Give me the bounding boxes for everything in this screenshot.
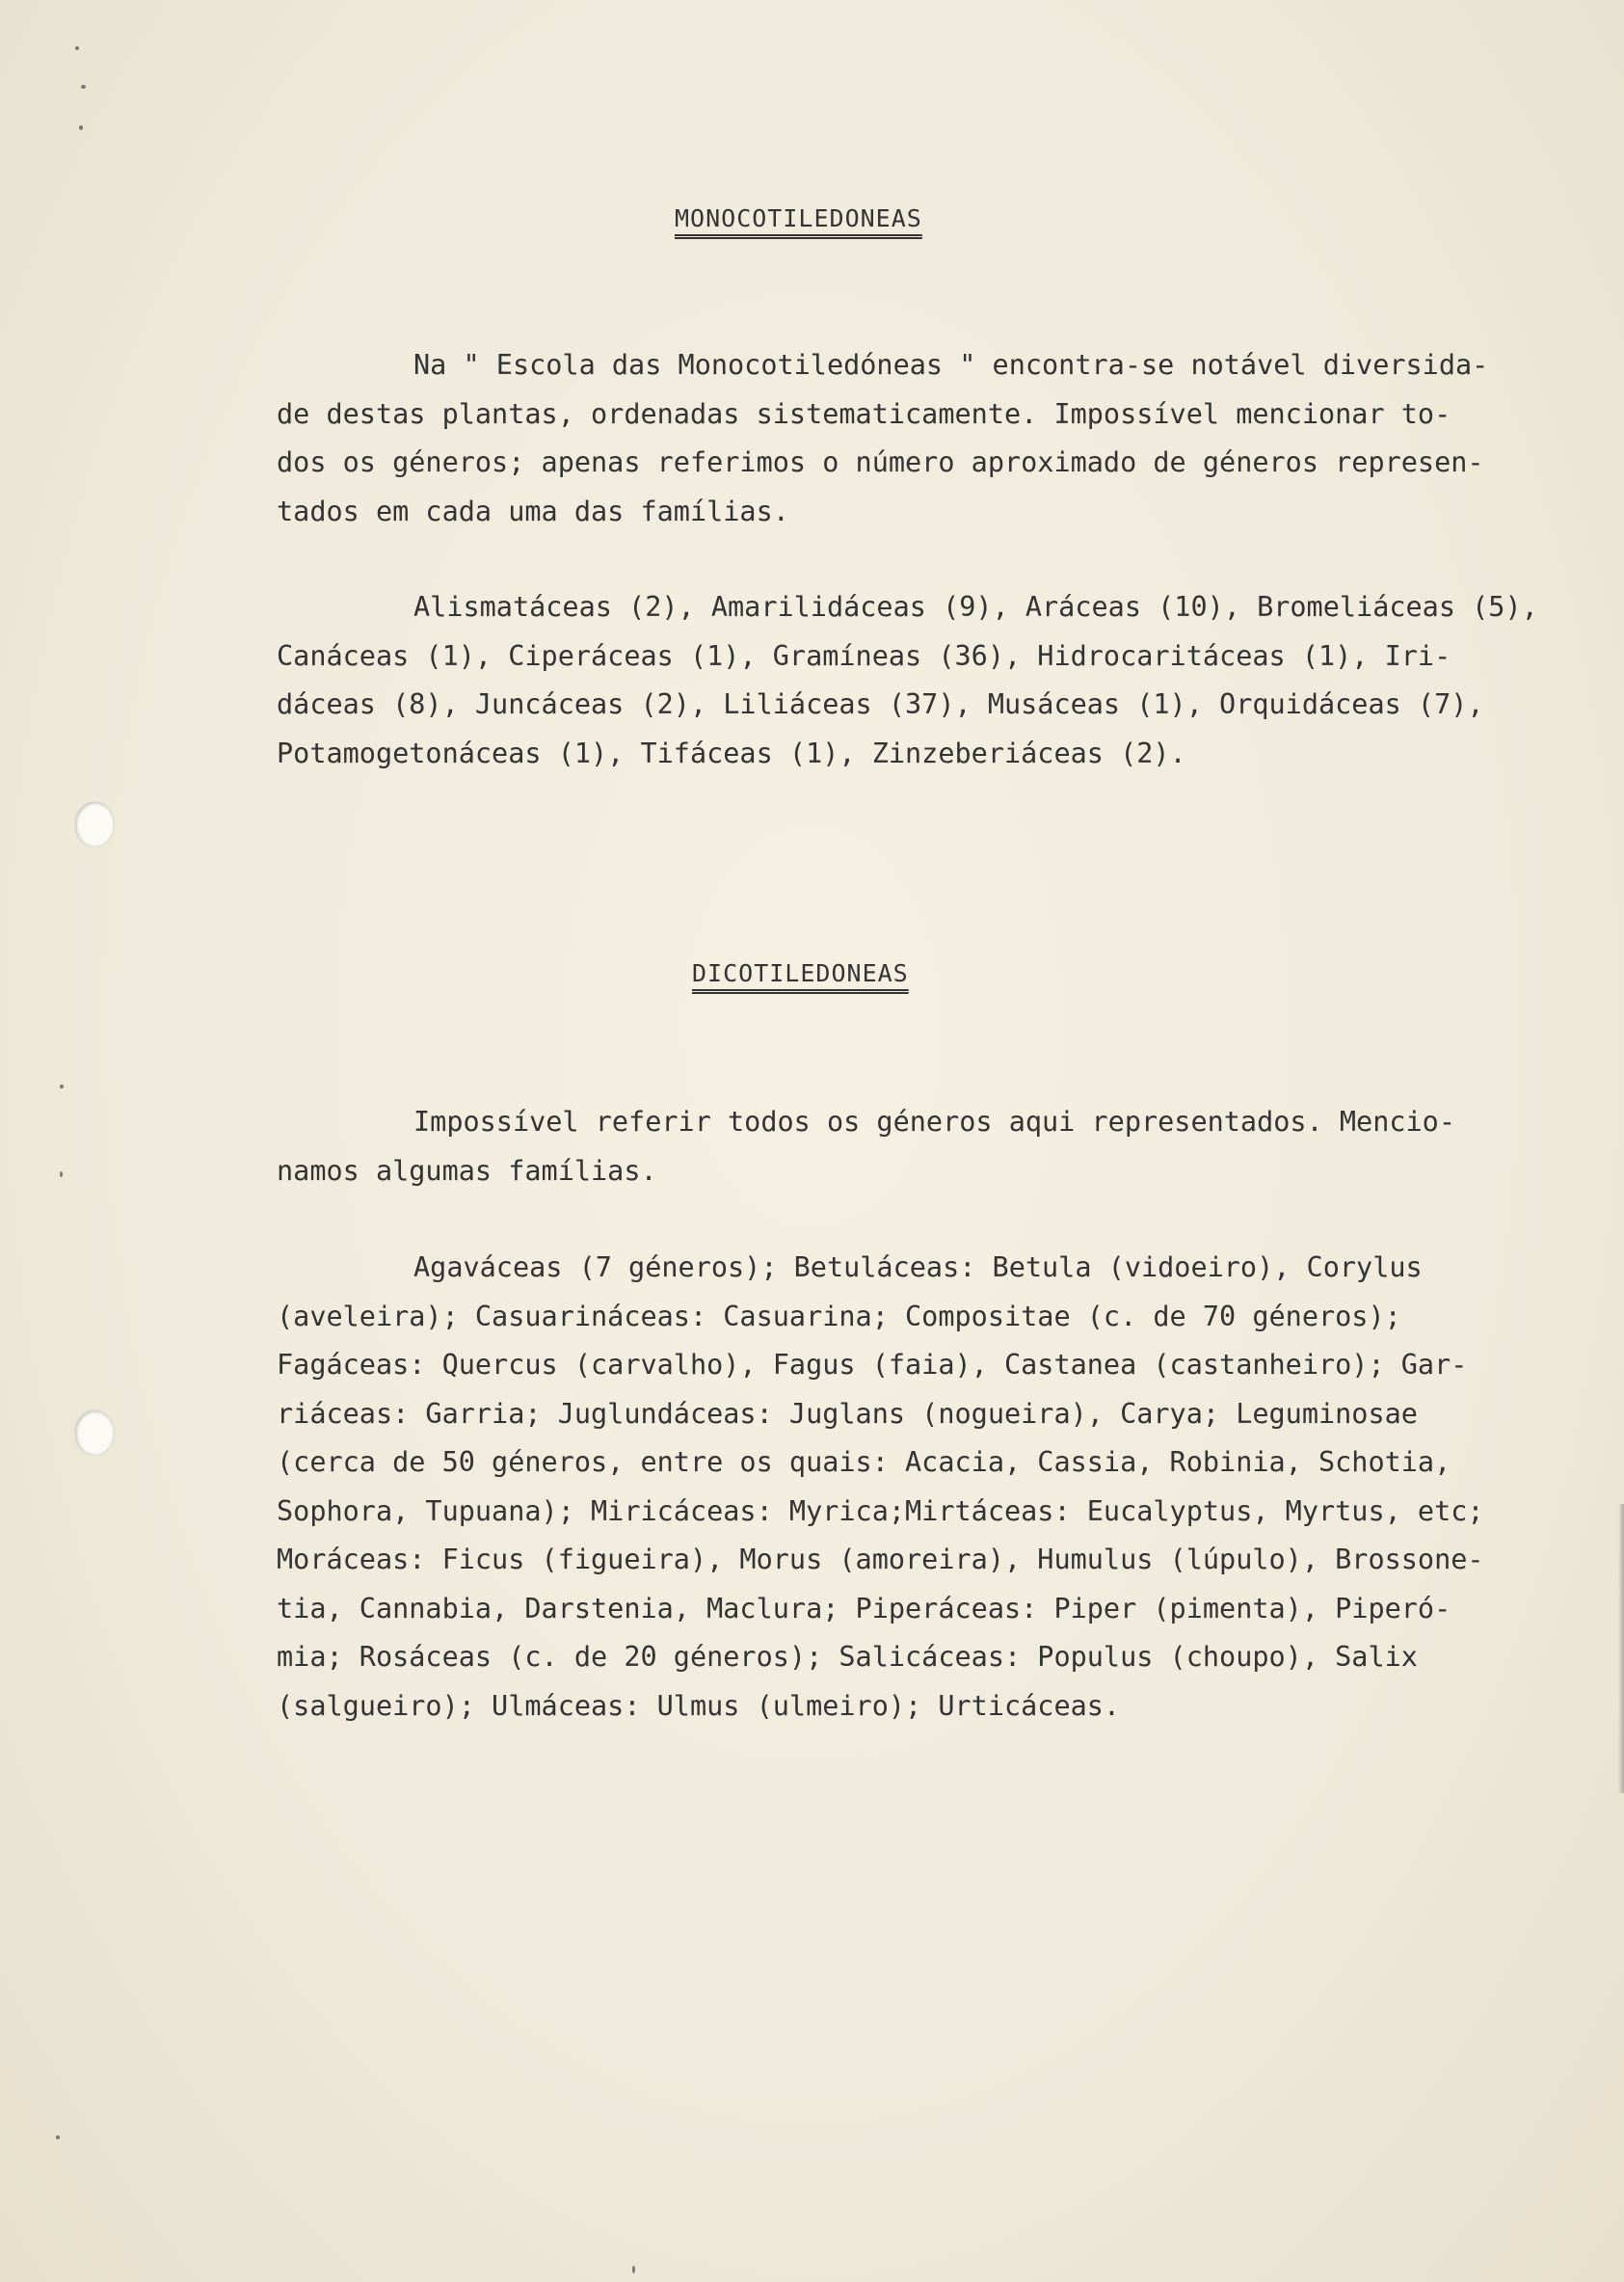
text-line: dos os géneros; apenas referimos o número aproximado de géneros represen- [277, 446, 1484, 478]
text-line: tados em cada uma das famílias. [277, 495, 789, 527]
paper-speck [56, 2135, 60, 2139]
paper-speck [60, 1085, 64, 1088]
family-list-dicots [277, 1244, 1549, 1731]
paper-speck [60, 1171, 63, 1177]
page-edge-shadow [1618, 1504, 1624, 1793]
family-list-monocots [277, 583, 1549, 778]
text-line: namos algumas famílias. [277, 1154, 657, 1187]
text-line: (salgueiro); Ulmáceas: Ulmus (ulmeiro); Urticáceas. [277, 1689, 1121, 1722]
paper-speck [79, 125, 83, 130]
text-line: (cerca de 50 géneros, entre os quais: Acacia, Cassia, Robinia, Schotia, [277, 1446, 1451, 1478]
text-line: Moráceas: Ficus (figueira), Morus (amoreira), Humulus (lúpulo), Brossone- [277, 1544, 1484, 1575]
text-line: Canáceas (1), Ciperáceas (1), Gramíneas (36), Hidrocaritáceas (1), Iri- [277, 639, 1451, 672]
text-line: riáceas: Garria; Juglundáceas: Juglans (nogueira), Carya; Leguminosae [277, 1397, 1418, 1430]
text-line: de destas plantas, ordenadas sistematicamente. Impossível mencionar to- [277, 397, 1451, 430]
intro-paragraph-dicots [277, 1098, 1549, 1195]
punch-hole-bottom [75, 1410, 114, 1455]
text-line: Fagáceas: Quercus (carvalho), Fagus (faia), Castanea (castanheiro); Gar- [277, 1349, 1468, 1381]
text-line: Impossível referir todos os géneros aqui representados. Mencio- [413, 1106, 1455, 1138]
punch-hole-top [75, 802, 114, 846]
paper-speck [81, 85, 86, 89]
text-line: Potamogetonáceas (1), Tifáceas (1), Zinzeberiáceas (2). [277, 737, 1186, 769]
section-title-monocotiledoneas: MONOCOTILEDONEAS [675, 204, 922, 232]
intro-paragraph-monocots [277, 341, 1549, 536]
text-line: dáceas (8), Juncáceas (2), Liliáceas (37), Musáceas (1), Orquidáceas (7), [277, 688, 1484, 720]
text-line: (aveleira); Casuarináceas: Casuarina; Compositae (c. de 70 géneros); [277, 1300, 1401, 1332]
paper-speck [632, 2266, 635, 2273]
text-line: Sophora, Tupuana); Miricáceas: Myrica;Mirtáceas: Eucalyptus, Myrtus, etc; [277, 1494, 1484, 1527]
text-line: Alismatáceas (2), Amarilidáceas (9), Aráceas (10), Bromeliáceas (5), [413, 591, 1538, 623]
text-line: Na " Escola das Monocotiledóneas " encontra-se notável diversida- [413, 349, 1489, 381]
section-title-dicotiledoneas: DICOTILEDONEAS [692, 959, 909, 987]
text-line: Agaváceas (7 géneros); Betuláceas: Betula (vidoeiro), Corylus [413, 1251, 1423, 1283]
text-line: tia, Cannabia, Darstenia, Maclura; Piperáceas: Piper (pimenta), Piperó- [277, 1592, 1451, 1624]
paper-speck [75, 46, 79, 50]
text-line: mia; Rosáceas (c. de 20 géneros); Salicáceas: Populus (choupo), Salix [277, 1641, 1418, 1673]
